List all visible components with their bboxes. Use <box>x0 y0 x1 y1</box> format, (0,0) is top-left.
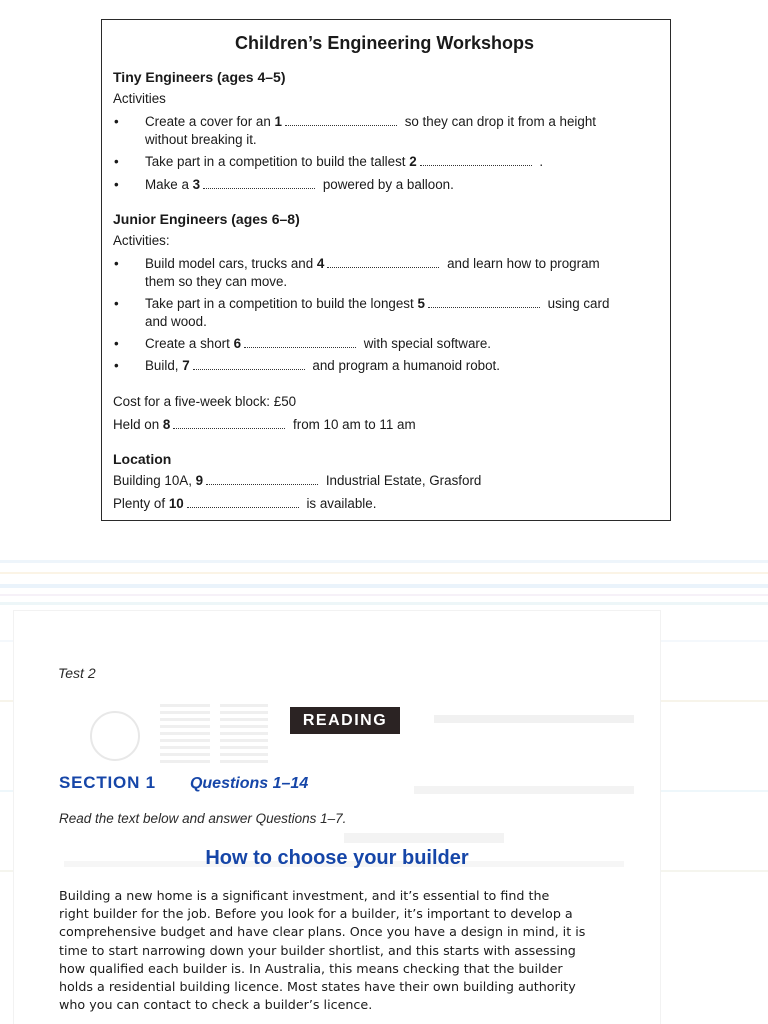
junior-activity-list <box>113 255 656 375</box>
answer-blank-8[interactable] <box>173 418 285 429</box>
list-item: • Take part in a competition to build the tallest 2 . <box>113 153 656 171</box>
question-number: 10 <box>168 496 184 511</box>
test-label: Test 2 <box>58 665 96 681</box>
scan-band <box>0 584 768 588</box>
answer-blank-10[interactable] <box>187 497 299 508</box>
answer-blank-5[interactable] <box>428 297 540 308</box>
reading-test-page <box>14 611 660 1024</box>
article-title: How to choose your builder <box>205 847 469 869</box>
article-line: comprehensive budget and have clear plans. Once you have a design in mind, it is <box>59 924 586 940</box>
question-number: 8 <box>162 417 171 432</box>
article-line: holds a residential building licence. Most states have their own building authority <box>59 979 576 995</box>
tiny-engineers-heading: Tiny Engineers (ages 4–5) <box>113 69 286 85</box>
scan-band <box>0 560 768 563</box>
answer-blank-9[interactable] <box>206 474 318 485</box>
bleed-through-mark <box>90 711 140 761</box>
question-number: 1 <box>274 114 282 129</box>
article-line: time to start narrowing down your builder shortlist, and this starts with assessing <box>59 942 576 958</box>
bleed-through-mark <box>434 715 634 723</box>
scan-band <box>0 594 768 596</box>
article-line: how qualified each builder is. In Australia, this means checking that the builder <box>59 960 563 976</box>
section-number: SECTION 1 <box>59 773 156 792</box>
form-title: Children’s Engineering Workshops <box>234 33 535 53</box>
question-number: 5 <box>417 296 425 311</box>
question-number: 6 <box>233 336 242 351</box>
question-number: 2 <box>409 154 417 169</box>
tiny-activities-label: Activities <box>113 91 166 106</box>
list-item: • Create a short 6 with special software. <box>113 335 656 353</box>
instruction-text: Read the text below and answer Questions 1–7. <box>59 811 347 826</box>
junior-activities-label: Activities: <box>113 233 170 248</box>
question-number: 7 <box>182 358 190 373</box>
list-item: • Build model cars, trucks and 4 and learn how to program them so they can move. <box>113 255 656 291</box>
answer-blank-7[interactable] <box>193 359 305 370</box>
tiny-activity-list <box>113 113 656 194</box>
held-line: Held on 8 from 10 am to 11 am <box>113 417 416 432</box>
answer-blank-2[interactable] <box>420 155 532 166</box>
list-item: • Take part in a competition to build the longest 5 using card and wood. <box>113 295 656 331</box>
article-line: right builder for the job. Before you look for a builder, it’s important to develop a <box>59 906 573 922</box>
list-item: • Make a 3 powered by a balloon. <box>113 176 656 194</box>
bleed-through-mark <box>220 703 268 763</box>
article-body <box>59 887 625 1014</box>
bleed-through-mark <box>160 703 210 763</box>
question-number: 3 <box>192 177 201 192</box>
section-heading <box>59 773 308 793</box>
answer-blank-3[interactable] <box>203 178 315 189</box>
question-number: 4 <box>316 256 325 271</box>
workshop-notes-form <box>101 19 671 521</box>
scan-band <box>0 602 768 605</box>
question-number: 9 <box>195 473 204 488</box>
answer-blank-6[interactable] <box>244 337 356 348</box>
list-item: • Create a cover for an 1 so they can drop it from a height without breaking it. <box>113 113 656 149</box>
building-line: Building 10A, 9 Industrial Estate, Grasford <box>113 473 482 488</box>
scan-band <box>0 572 768 574</box>
reading-badge: READING <box>290 707 400 734</box>
plenty-line: Plenty of 10 is available. <box>113 496 377 511</box>
bleed-through-mark <box>414 786 634 794</box>
answer-blank-1[interactable] <box>285 115 397 126</box>
article-line: Building a new home is a significant investment, and it’s essential to find the <box>59 888 550 903</box>
answer-blank-4[interactable] <box>327 257 439 268</box>
junior-engineers-heading: Junior Engineers (ages 6–8) <box>113 211 300 227</box>
cost-line: Cost for a five-week block: £50 <box>113 394 297 409</box>
location-heading: Location <box>113 451 172 467</box>
bleed-through-mark <box>344 833 504 843</box>
question-range: Questions 1–14 <box>189 775 309 792</box>
list-item: • Build, 7 and program a humanoid robot. <box>113 357 656 375</box>
article-line: who you can contact to check a builder’s licence. <box>59 997 373 1013</box>
